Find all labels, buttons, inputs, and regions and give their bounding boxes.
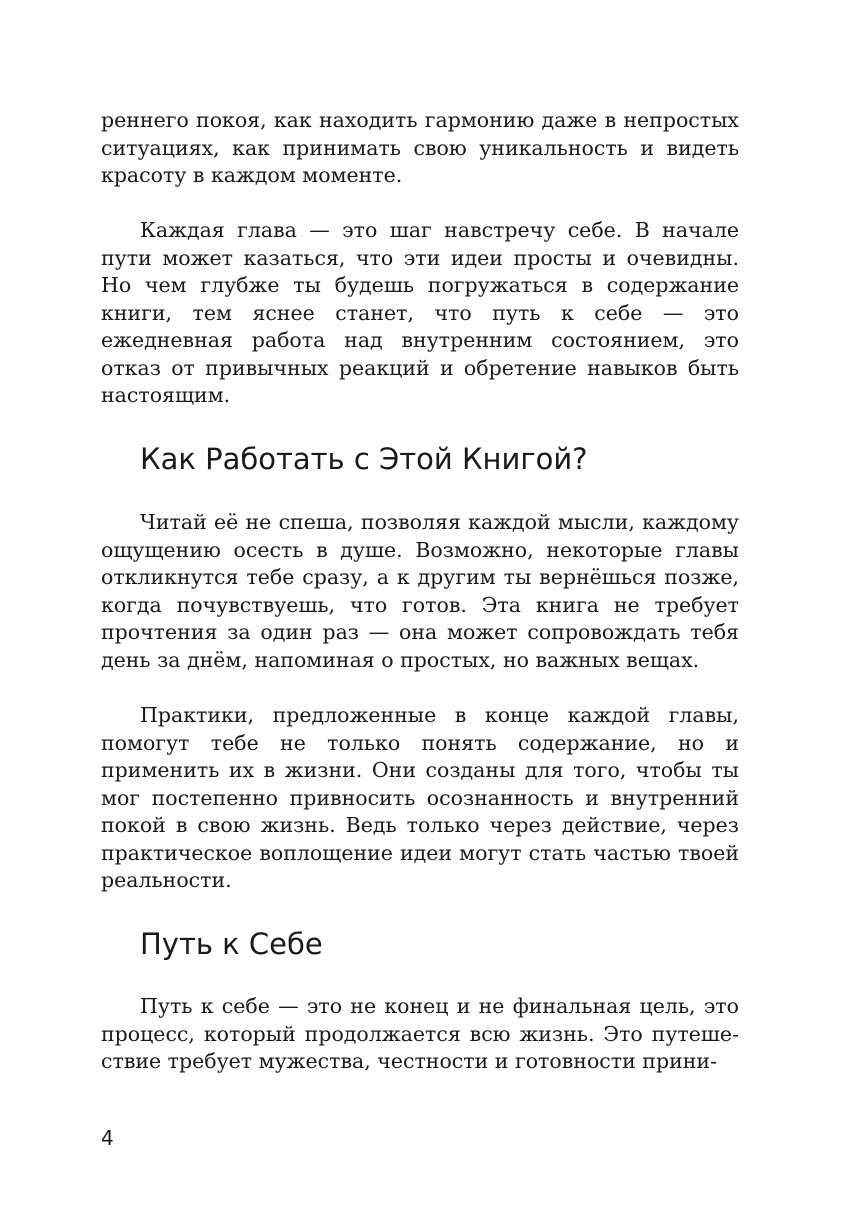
paragraph-practices: Практики, предложенные в конце каждой главы, помогут тебе не только понять содержание, но и применить их в жизни. Они созданы для того, чтобы ты мог постепенно привносить осознанность и внутренний покой в свою жизнь. Ведь только через действие, через практическое воплощение идеи могут стать частью твоей реальности. <box>101 703 739 892</box>
section-heading-path-to-self: Путь к Себе <box>140 927 323 961</box>
page-number: 4 <box>101 1126 114 1150</box>
paragraph-each-chapter: Каждая глава — это шаг навстречу себе. В начале пути может казаться, что эти идеи просты и очевидны. Но чем глубже ты будешь погружаться в содержание книги, тем яснее станет, что путь к себе — это ежедневная работа над внутренним состоянием, это отказ от привычных реакций и обретение навыков быть настоящим. <box>101 218 739 407</box>
paragraph-path-to-self: Путь к себе — это не конец и не финальная цель, это процесс, который продолжается всю жизнь. Это путешествие требует мужества, честности и готовности прини- <box>101 994 739 1073</box>
paragraph-intro-continuation: реннего покоя, как находить гармонию даже в непростых ситуациях, как принимать свою уникальность и видеть красоту в каждом моменте. <box>101 108 739 187</box>
section-heading-how-to-work: Как Работать с Этой Книгой? <box>140 442 588 476</box>
paragraph-read-slowly: Читай её не спеша, позволяя каждой мысли, каждому ощущению осесть в душе. Возможно, некоторые главы откликнутся тебе сразу, а к другим ты вернёшься позже, когда почувствуешь, что готов. Эта книга не требует прочтения за один раз — она может сопровождать тебя день за днём, напоминая о простых, но важных вещах. <box>101 510 739 672</box>
